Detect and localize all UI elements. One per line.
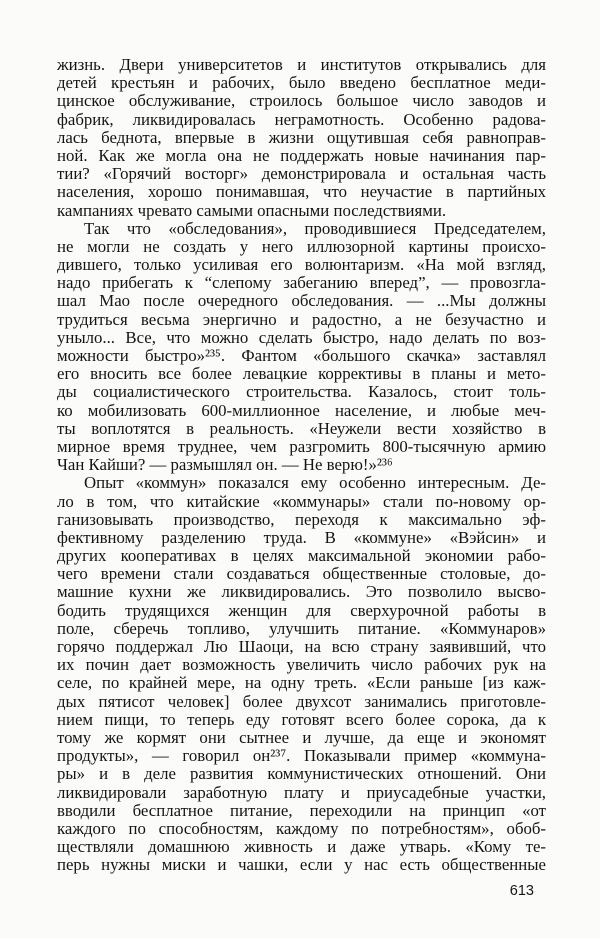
- text-line: их почин дает возможность увеличить число рабочих рук на: [57, 656, 546, 675]
- text-line: не могли не создать у него иллюзорной картины происхо-: [57, 237, 546, 256]
- text-line: вводили бесплатное питание, переходили на принцип «от: [57, 801, 546, 820]
- text-line: его вносить все более левацкие коррективы в планы и мето-: [57, 365, 546, 384]
- text-line: перь нужны миски и чашки, если у нас есть общественные: [57, 856, 546, 875]
- text-line: ко мобилизовать 600-миллионное население, и любые меч-: [57, 401, 546, 420]
- text-line: ликвидировали заработную плату и приусадебные участки,: [57, 783, 546, 802]
- text-line: ры» и в деле развития коммунистических отношений. Они: [57, 765, 546, 784]
- text-line: тии? «Горячий восторг» демонстрировала и остальная часть: [57, 165, 546, 184]
- text-line: надо прибегать к “слепому забеганию вперед”, — провозгла-: [57, 274, 546, 293]
- text-line: лась беднота, впервые в жизни ощутившая себя равноправ-: [57, 128, 546, 147]
- text-line: трудиться весьма энергично и радостно, а не безучастно и: [57, 310, 546, 329]
- text-line: каждого по способностям, каждому по потребностям», обоб-: [57, 819, 546, 838]
- page-number: 613: [509, 883, 534, 900]
- text-line: ной. Как же могла она не поддержать новые начинания пар-: [57, 146, 546, 165]
- text-line: нием пищи, то теперь еду готовят всего более сорока, да к: [57, 710, 546, 729]
- page-text-block: [57, 56, 546, 899]
- paragraph-3: [57, 474, 546, 874]
- text-line: кампаниях чревато самыми опасными последствиями.: [57, 201, 447, 220]
- text-line: горячо поддержал Лю Шаоци, на всю страну заявивший, что: [57, 638, 546, 656]
- text-line: ганизовывать производство, переходя к максимально эф-: [57, 510, 546, 529]
- text-line: мирное время труднее, чем разгромить 800-тысячную армию: [57, 437, 546, 456]
- text-line: Так что «обследования», проводившиеся Председателем,: [84, 219, 546, 238]
- text-line: цинское обслуживание, строилось большое число заводов и: [57, 92, 546, 111]
- text-line: тому же кормят они сытнее и лучше, да еще и экономят: [57, 728, 546, 747]
- text-line: ды социалистического строительства. Казалось, стоит толь-: [57, 383, 546, 402]
- text-line: населения, хорошо понимавшая, что неучастие в партийных: [57, 183, 546, 202]
- text-line: уныло... Все, что можно сделать быстро, надо делать по воз-: [57, 328, 546, 347]
- text-line: бодить трудящихся женщин для сверхурочной работы в: [57, 601, 546, 620]
- text-line-with-footnote-236: Чан Кайши? — размышлял он. — Не верю!»²³⁶: [57, 456, 393, 475]
- paragraph-2: [57, 220, 546, 475]
- paragraph-1: [57, 56, 546, 220]
- text-line: Опыт «коммун» показался ему особенно интересным. Де-: [84, 474, 546, 493]
- text-line: чего времени стали создаваться общественные столовые, до-: [57, 565, 546, 584]
- text-line: фективному разделению труда. В «коммуне» «Вэйсин» и: [57, 528, 546, 547]
- text-line: шал Мао после очередного обследования. — ...Мы должны: [57, 292, 546, 311]
- text-line: дых пятисот человек] более двухсот занимались приготовле-: [57, 692, 546, 711]
- text-line-with-footnote-237: продукты», — говорил он²³⁷. Показывали пример «коммуна-: [57, 747, 546, 766]
- text-line: дившего, только усиливая его волюнтаризм. «На мой взгляд,: [57, 256, 546, 275]
- text-line: машние кухни же ликвидировались. Это позволило высво-: [57, 583, 546, 602]
- text-line: других кооперативах в целях максимальной экономии рабо-: [57, 547, 546, 566]
- text-line: фабрик, ликвидировалась неграмотность. Особенно радова-: [57, 110, 546, 129]
- text-line: ты воплотятся в реальность. «Неужели вести хозяйство в: [57, 419, 546, 438]
- text-line: детей крестьян и рабочих, было введено бесплатное меди-: [57, 74, 546, 93]
- text-line: ло в том, что китайские «коммунары» стали по-новому ор-: [57, 492, 546, 511]
- text-line: жизнь. Двери университетов и институтов открывались для: [57, 56, 546, 74]
- text-line-with-footnote-235: можности быстро»²³⁵. Фантом «большого скачка» заставлял: [57, 347, 546, 365]
- text-line: ществляли домашнюю живность и даже утварь. «Кому те-: [57, 838, 546, 857]
- text-line: поле, сберечь топливо, улучшить питание. «Коммунаров»: [57, 619, 546, 638]
- text-line: селе, по крайней мере, на одну треть. «Если раньше [из каж-: [57, 674, 546, 693]
